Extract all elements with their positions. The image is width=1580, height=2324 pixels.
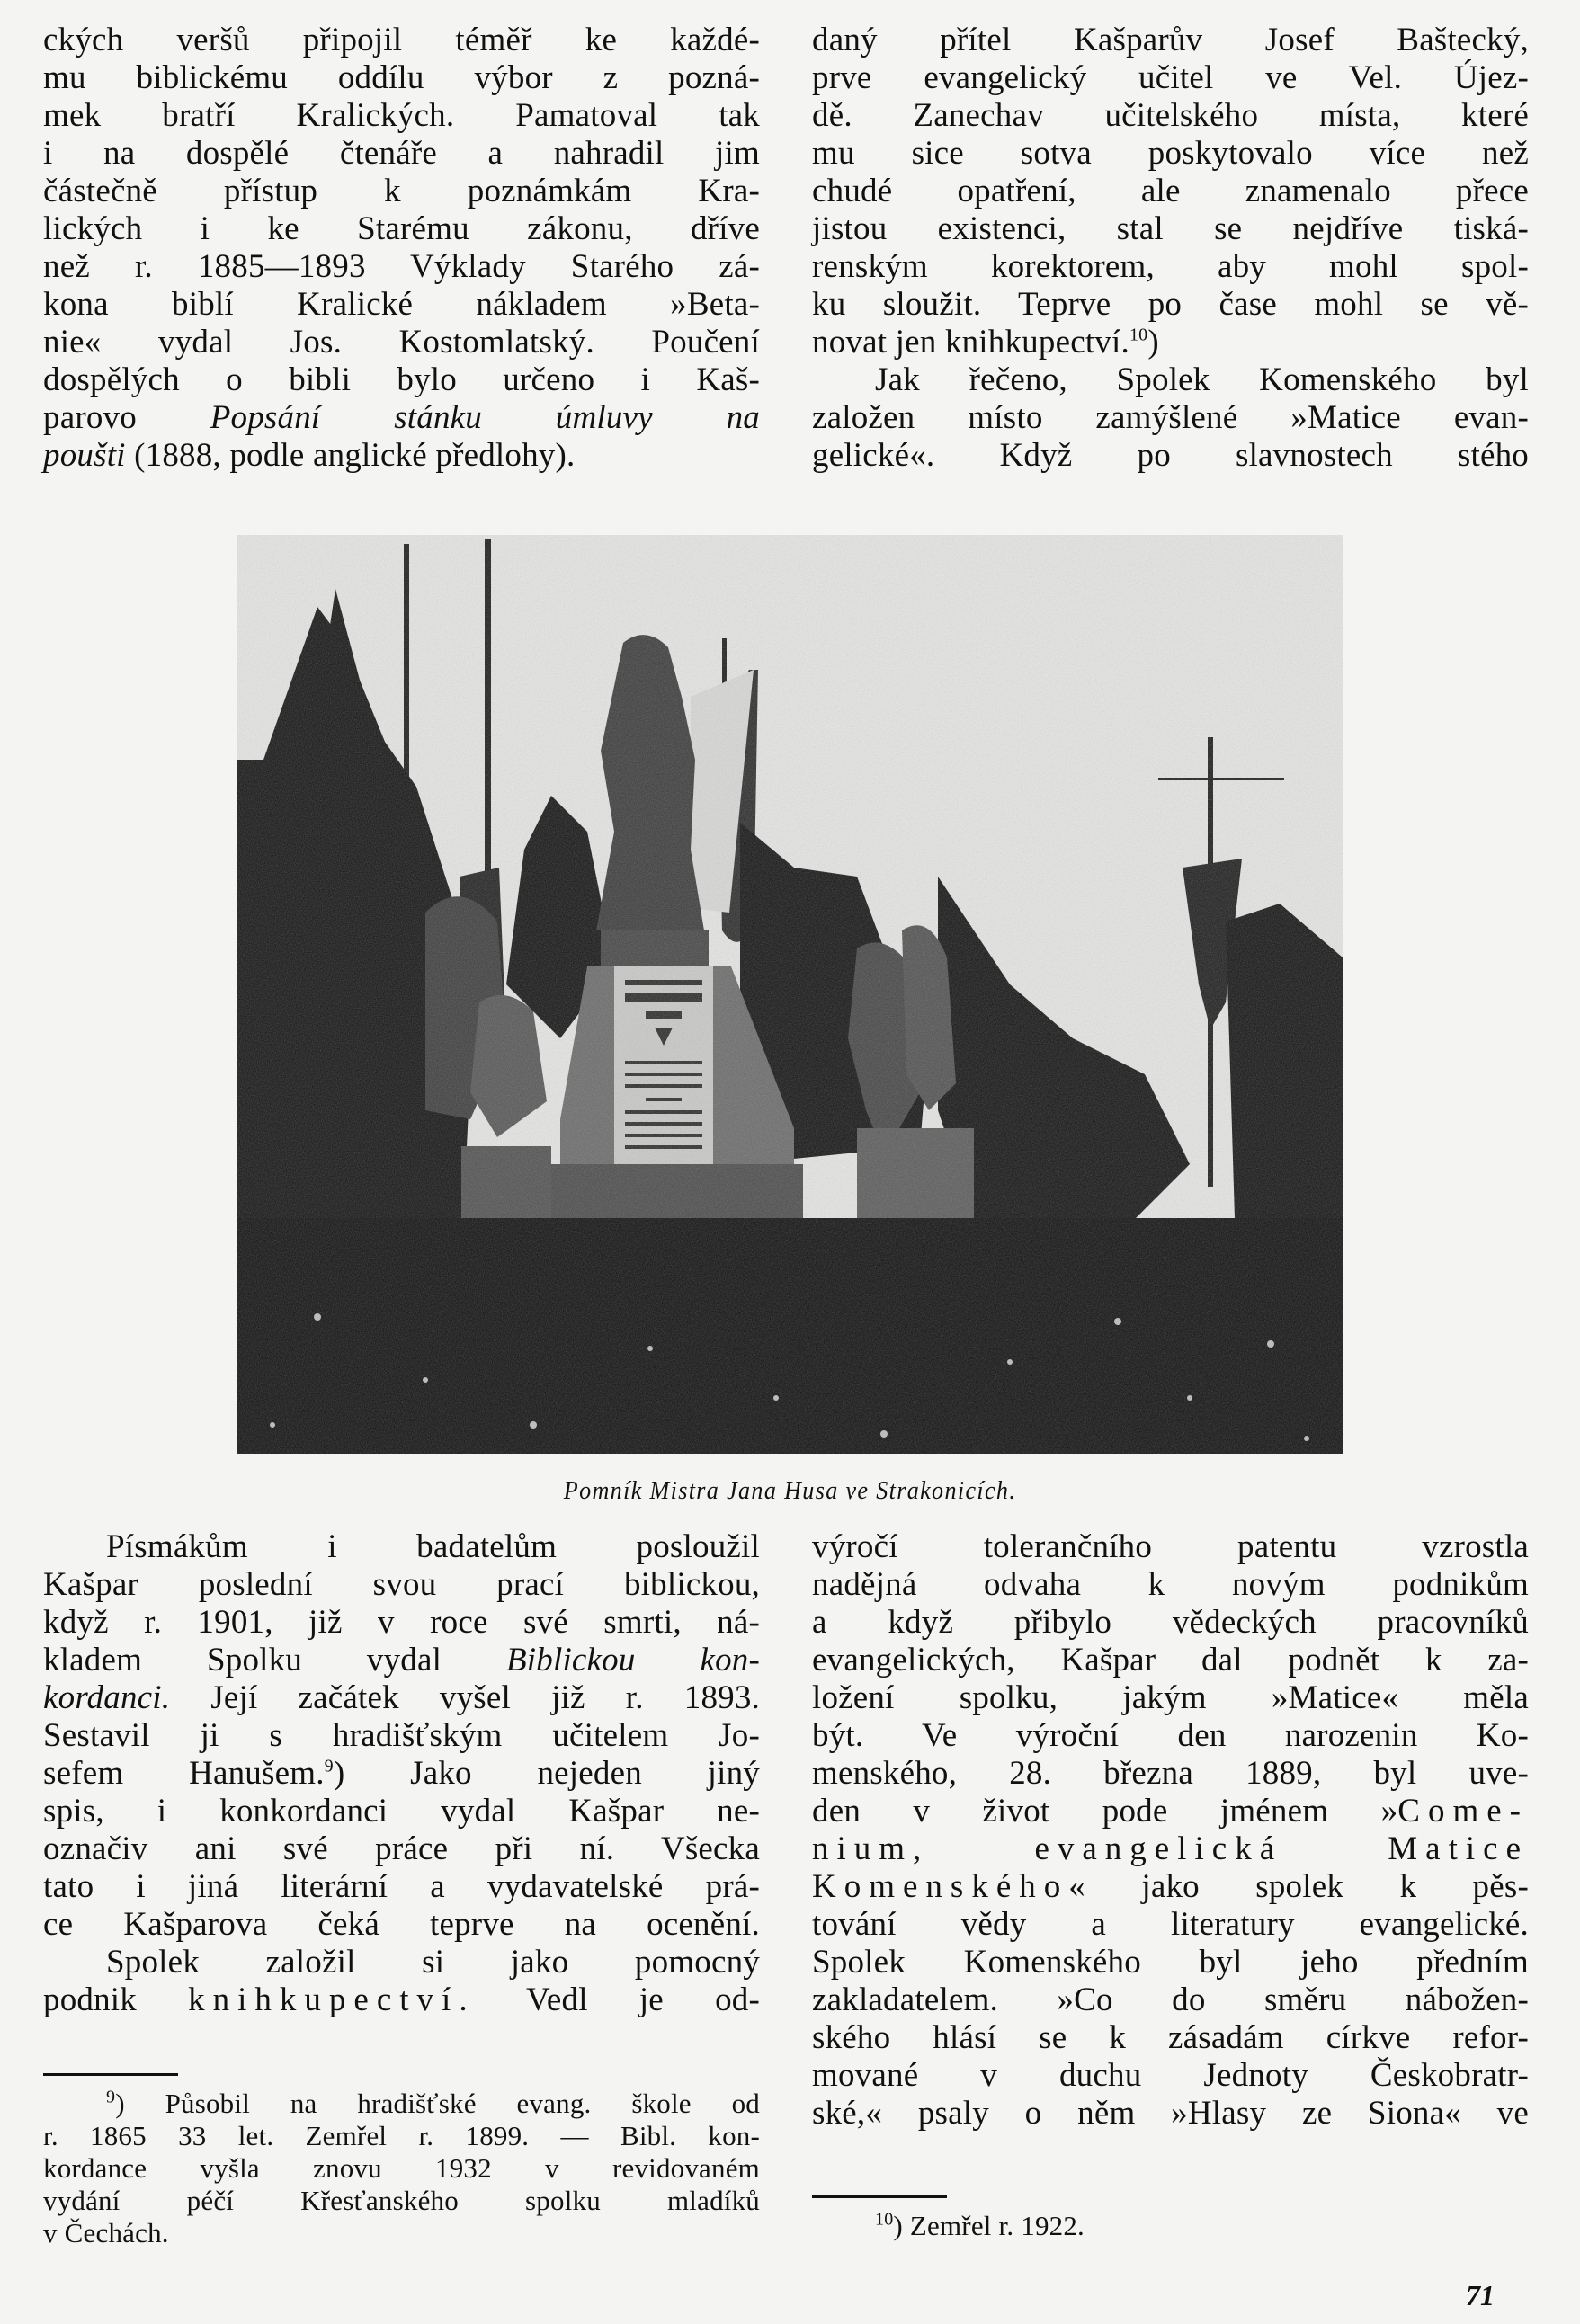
footnote-ref-10[interactable]: 10 xyxy=(1129,325,1148,345)
text-run: ) Jako nejeden jiný xyxy=(333,1755,760,1792)
text-line xyxy=(43,1755,760,1793)
footnote-line: kordance vyšla znovu 1932 v revidovaném xyxy=(43,2152,760,2184)
text-line xyxy=(43,399,760,437)
text-run: Působil na hradišťské evang. škole od xyxy=(165,2088,760,2119)
text-line: lických i ke Starému zákonu, dříve xyxy=(43,210,760,247)
text-line: ce Kašparova čeká teprve na ocenění. xyxy=(43,1906,760,1943)
footnote-separator xyxy=(43,2073,178,2076)
monument-photo xyxy=(237,535,1343,1454)
text-run: kladem Spolku vydal xyxy=(43,1642,506,1678)
book-title-italic: poušti xyxy=(43,437,126,474)
footnote-marker: 10 xyxy=(875,2209,894,2230)
text-line: mek bratří Kralických. Pamatoval tak xyxy=(43,97,760,134)
footnote-marker: 9 xyxy=(106,2087,116,2107)
text-column-bottom-right xyxy=(812,1528,1529,2133)
text-line: gelické«. Když po slavnostech stého xyxy=(812,437,1529,474)
text-line: i na dospělé čtenáře a nahradil jim xyxy=(43,135,760,172)
footnote-separator xyxy=(812,2195,947,2198)
text-line xyxy=(812,1830,1529,1868)
text-line: prve evangelický učitel ve Vel. Újez- xyxy=(812,59,1529,96)
photo-caption: Pomník Mistra Jana Husa ve Strakonicích. xyxy=(563,1476,1017,1505)
text-line: zakladatelem. »Co do směru nábožen- xyxy=(812,1981,1529,2018)
text-run: den v život pode jménem » xyxy=(812,1793,1398,1830)
text-run: podnik xyxy=(43,1981,189,2018)
text-line: ku sloužit. Teprve po čase mohl se vě- xyxy=(812,286,1529,323)
text-line: Spolek založil si jako pomocný xyxy=(106,1944,760,1981)
text-run: Její začátek vyšel již r. 1893. xyxy=(170,1679,760,1716)
text-column-top-right xyxy=(812,22,1529,475)
text-line xyxy=(43,1642,760,1679)
text-line: když r. 1901, již v roce své smrti, ná- xyxy=(43,1604,760,1641)
text-line: Kašpar poslední svou prací biblickou, xyxy=(43,1566,760,1603)
text-line: Sestavil ji s hradišťským učitelem Jo- xyxy=(43,1717,760,1754)
book-title-italic: Popsání stánku úmluvy na xyxy=(210,399,760,436)
text-line xyxy=(43,1679,760,1717)
text-line: ského hlásí se k zásadám církve refor- xyxy=(812,2019,1529,2056)
text-run: Zemřel r. 1922. xyxy=(909,2210,1085,2241)
text-line xyxy=(812,1793,1529,1830)
text-run: « jako spolek k pěs- xyxy=(1068,1868,1529,1905)
text-line: částečně přístup k poznámkám Kra- xyxy=(43,173,760,209)
spaced-emphasis: knihkupectví. xyxy=(188,1981,476,2018)
text-line: ské,« psaly o něm »Hlasy ze Siona« ve xyxy=(812,2095,1529,2132)
text-run: ) xyxy=(1147,324,1159,361)
text-column-bottom-left xyxy=(43,1528,760,2019)
text-run: parovo xyxy=(43,399,210,436)
text-line: tování vědy a literatury evangelické. xyxy=(812,1906,1529,1943)
text-line: Písmákům i badatelům posloužil xyxy=(106,1528,760,1565)
text-run: Vedl je od- xyxy=(475,1981,761,2018)
text-line: dospělých o bibli bylo určeno i Kaš- xyxy=(43,361,760,398)
text-run: sefem Hanušem. xyxy=(43,1755,325,1792)
text-line: označiv ani své práce při ní. Všecka xyxy=(43,1830,760,1867)
text-line: tato i jiná literární a vydavatelské prá- xyxy=(43,1868,760,1905)
footnote-line: v Čechách. xyxy=(43,2217,169,2248)
spaced-emphasis: nium, evangelická Matice xyxy=(812,1830,1529,1867)
page-number: 71 xyxy=(1466,2279,1495,2311)
text-line: mu sice sotva poskytovalo více než xyxy=(812,135,1529,172)
text-line: dě. Zanechav učitelského místa, které xyxy=(812,97,1529,134)
text-line: a když přibylo vědeckých pracovníků xyxy=(812,1604,1529,1641)
text-line: jistou existenci, stal se nejdříve tiská- xyxy=(812,210,1529,247)
text-line: mované v duchu Jednoty Českobratr- xyxy=(812,2057,1529,2094)
text-line: kona biblí Kralické nákladem »Beta- xyxy=(43,286,760,323)
text-line: založen místo zamýšlené »Matice evan- xyxy=(812,399,1529,436)
footnote-line: vydání péčí Křesťanského spolku mladíků xyxy=(43,2185,760,2216)
text-run: novat jen knihkupectví. xyxy=(812,324,1129,361)
text-line: daný přítel Kašparův Josef Baštecký, xyxy=(812,22,1529,58)
text-line: renským korektorem, aby mohl spol- xyxy=(812,248,1529,285)
monument-photo-illustration xyxy=(237,535,1343,1454)
text-line xyxy=(812,1868,1529,1906)
text-column-top-left xyxy=(43,22,760,475)
footnote-line: $^{10}$) Zemřel r. 1922. xyxy=(875,2209,1085,2241)
text-line: ckých veršů připojil téměř ke každé- xyxy=(43,22,760,58)
text-line xyxy=(43,437,760,475)
book-title-italic: Biblickou kon- xyxy=(505,1642,760,1678)
text-line: chudé opatření, ale znamenalo přece xyxy=(812,173,1529,209)
text-line: mu biblickému oddílu výbor z pozná- xyxy=(43,59,760,96)
text-line xyxy=(43,1981,760,2019)
text-line: nadějná odvaha k novým podnikům xyxy=(812,1566,1529,1603)
footnote-9 xyxy=(43,2088,760,2249)
text-line: Spolek Komenského byl jeho předním xyxy=(812,1944,1529,1981)
text-line xyxy=(812,324,1529,361)
text-line: být. Ve výroční den narozenin Ko- xyxy=(812,1717,1529,1754)
footnote-ref-9[interactable]: 9 xyxy=(324,1756,334,1776)
footnote-10 xyxy=(812,2210,1529,2242)
spaced-emphasis: Komenského xyxy=(812,1868,1069,1905)
text-line: ložení spolku, jakým »Matice« měla xyxy=(812,1679,1529,1716)
book-title-italic: kordanci. xyxy=(43,1679,171,1716)
footnote-line: $^9$) Působil na hradišťské evang. škole od xyxy=(106,2087,760,2119)
text-line: výročí tolerančního patentu vzrostla xyxy=(812,1528,1529,1565)
text-line: Jak řečeno, Spolek Komenského byl xyxy=(875,361,1529,398)
photo-grain xyxy=(237,535,1343,1454)
footnote-line: r. 1865 33 let. Zemřel r. 1899. — Bibl. kon- xyxy=(43,2120,760,2151)
text-line: nie« vydal Jos. Kostomlatský. Poučení xyxy=(43,324,760,361)
text-line: evangelických, Kašpar dal podnět k za- xyxy=(812,1642,1529,1678)
text-run: (1888, podle anglické předlohy). xyxy=(125,437,576,474)
text-line: než r. 1885—1893 Výklady Starého zá- xyxy=(43,248,760,285)
text-line: menského, 28. března 1889, byl uve- xyxy=(812,1755,1529,1792)
spaced-emphasis: Come- xyxy=(1397,1793,1529,1830)
text-line: spis, i konkordanci vydal Kašpar ne- xyxy=(43,1793,760,1830)
